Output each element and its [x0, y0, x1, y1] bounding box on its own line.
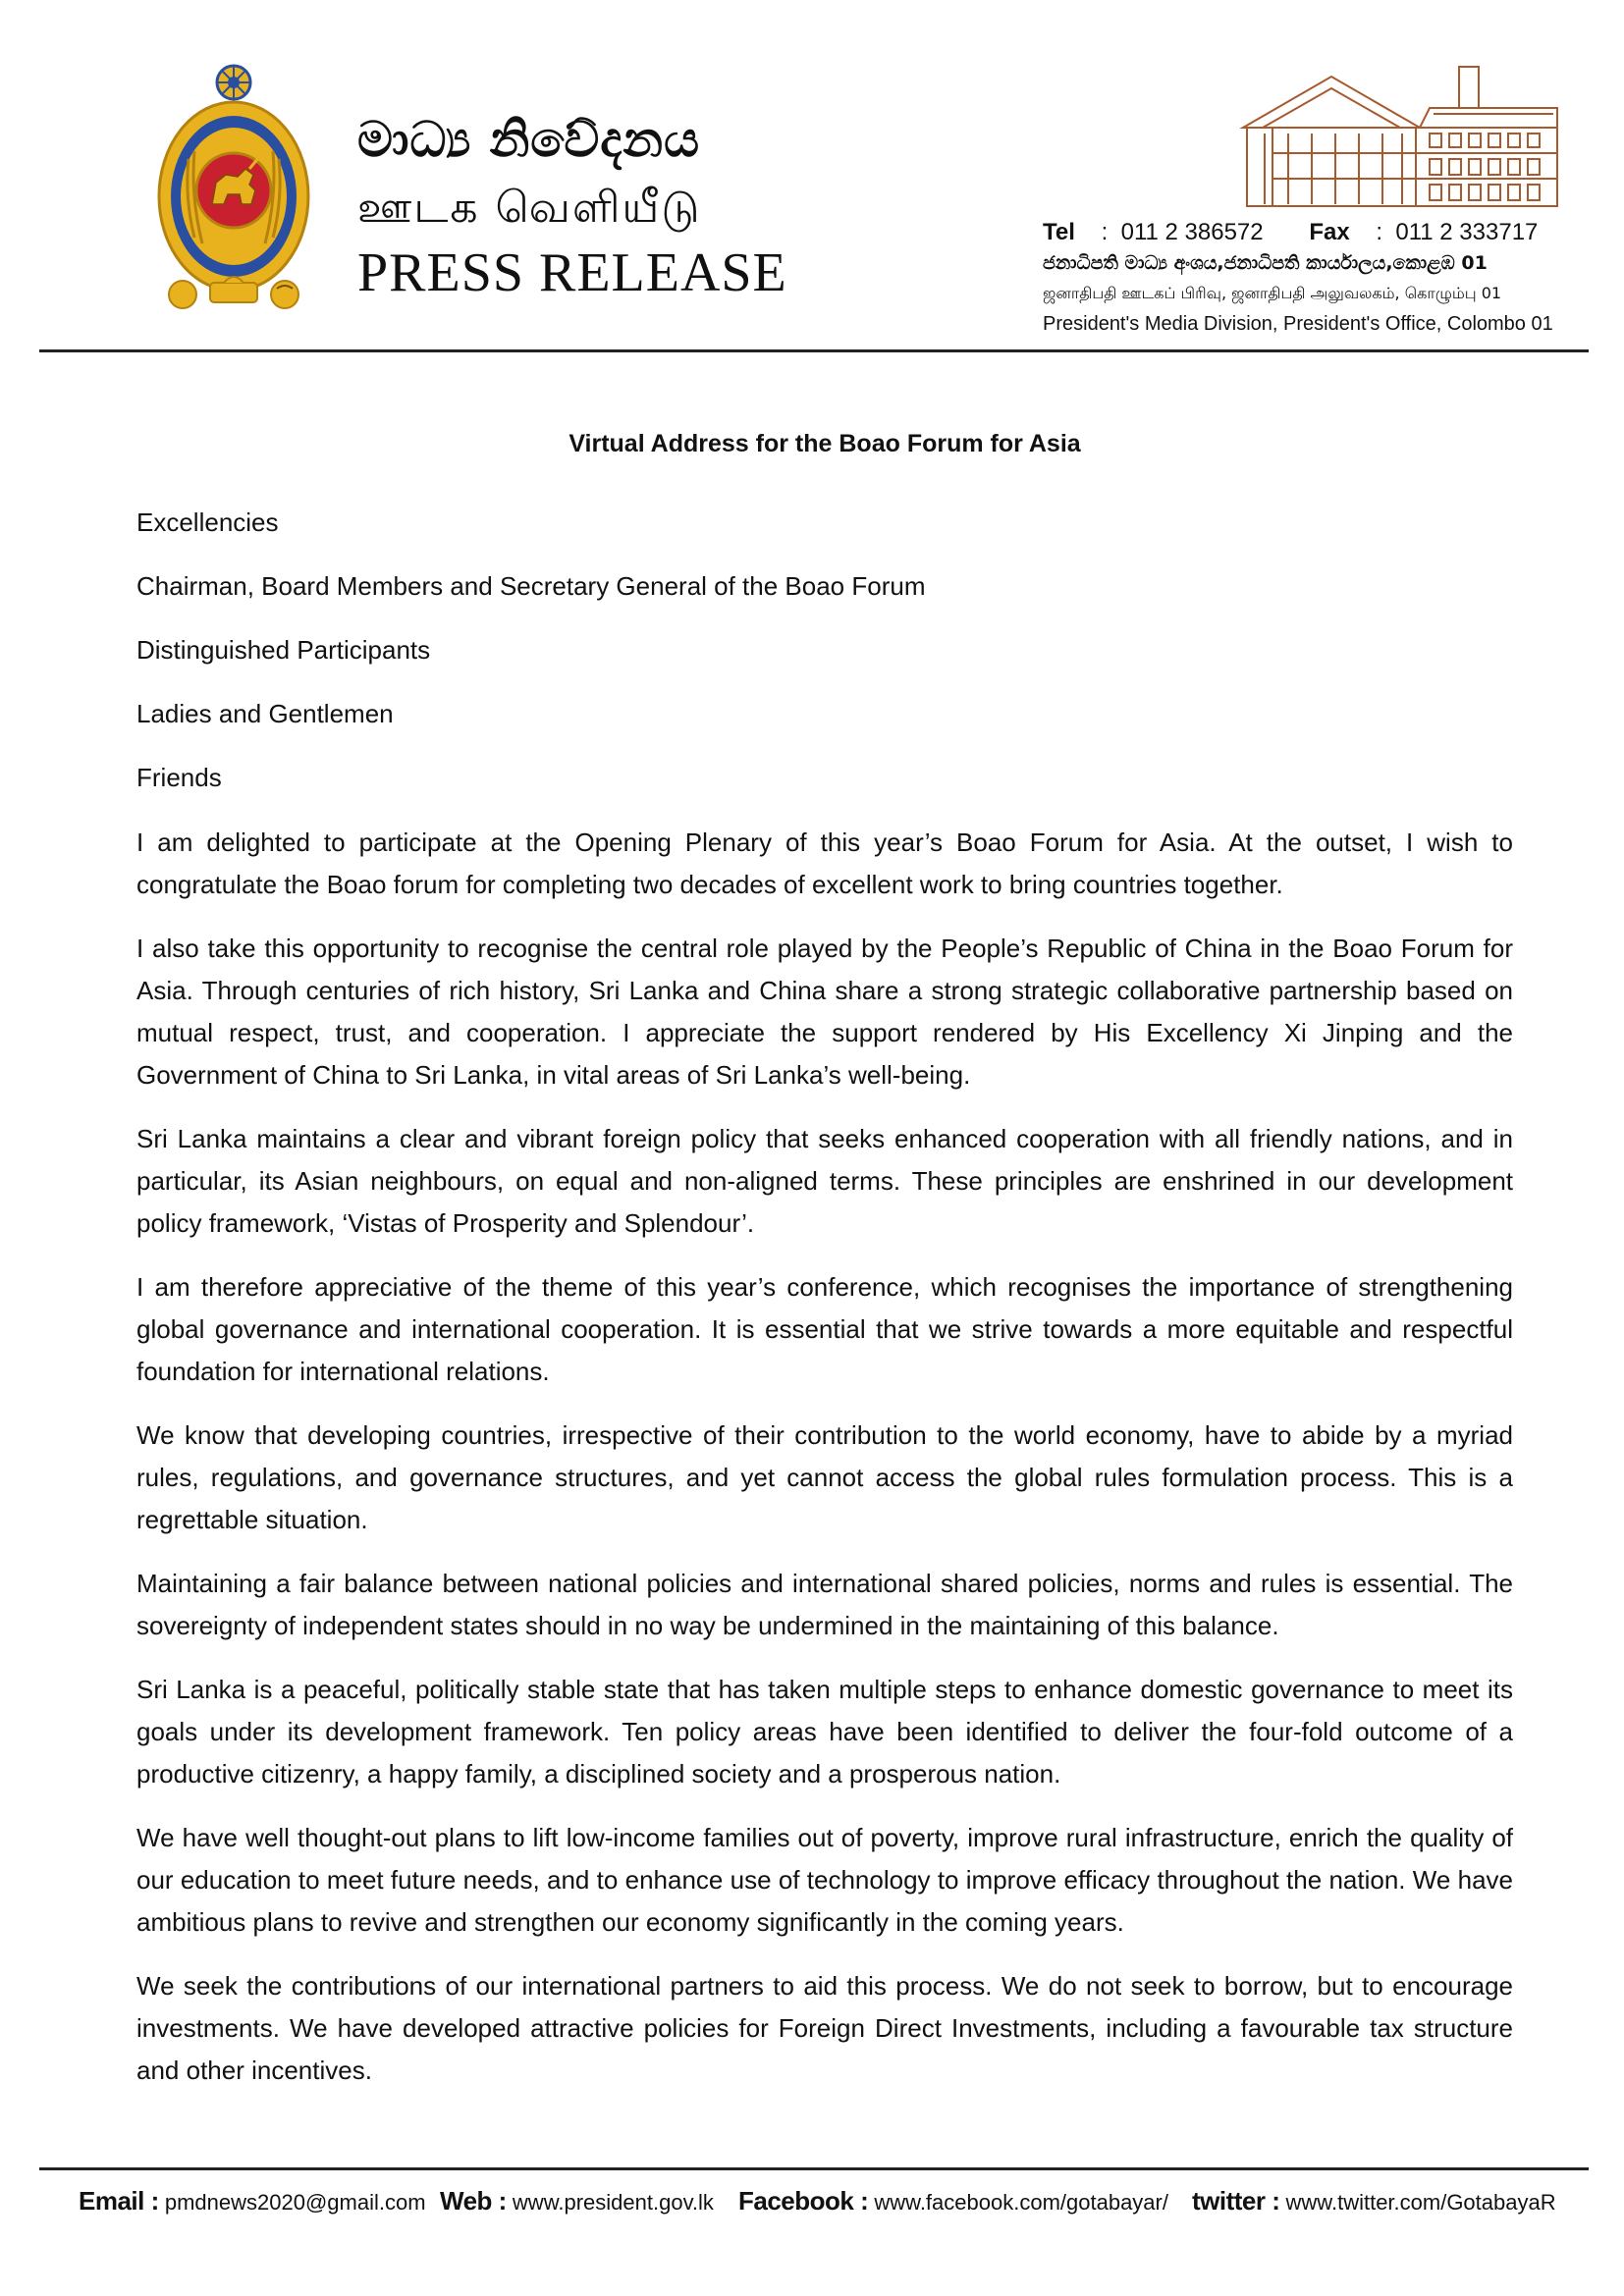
sri-lanka-emblem-icon: [155, 61, 312, 318]
press-release-body: [136, 424, 1513, 2113]
twitter-link[interactable]: www.twitter.com/GotabayaR: [1285, 2190, 1556, 2215]
tel-label: Tel: [1043, 219, 1075, 245]
facebook-label: Facebook :: [738, 2186, 869, 2216]
facebook-link[interactable]: www.facebook.com/gotabayar/: [874, 2190, 1168, 2215]
twitter-label: twitter :: [1192, 2186, 1280, 2216]
office-address-tamil: ஜனாதிபதி ஊடகப் பிரிவு, ஜனாதிபதி அலுவலகம், கொழும்பு 01: [1043, 284, 1502, 302]
email-label: Email :: [79, 2186, 159, 2216]
document-title: Virtual Address for the Boao Forum for Asia: [568, 430, 1081, 457]
salutation-line: Ladies and Gentlemen: [136, 699, 394, 728]
salutation-line: Distinguished Participants: [136, 635, 431, 665]
footer-twitter: [1192, 2183, 1556, 2220]
footer-email: [79, 2183, 426, 2220]
masthead-sinhala: මාධ්‍ය නිවේදනය: [357, 111, 701, 168]
contact-block: [1043, 218, 1593, 340]
salutation-line: Excellencies: [136, 507, 279, 537]
web-link[interactable]: www.president.gov.lk: [512, 2190, 714, 2215]
footer-facebook: [738, 2183, 1168, 2220]
masthead-english: PRESS RELEASE: [357, 242, 787, 303]
letterhead: [0, 0, 1624, 353]
office-address-english: President's Media Division, President's Office, Colombo 01: [1043, 313, 1553, 335]
masthead-tamil: ஊடக வெளியீடு: [357, 183, 702, 233]
salutation-line: Friends: [136, 763, 222, 792]
header-divider: [39, 349, 1589, 352]
tel-number: 011 2 386572: [1120, 219, 1264, 245]
body-paragraph: We have well thought-out plans to lift low-income families out of poverty, improve rural infrastructure, enrich the quality of our education to meet future needs, and to enhance use of technology to improve efficacy throughout the nation. We have ambitious plans to revive and strengthen our economy significantly in the coming years.: [136, 1823, 1513, 1937]
body-paragraph: Maintaining a fair balance between national policies and international shared policies, norms and rules is essential. The sovereignty of independent states should in no way be undermined in the maintaining of this balance.: [136, 1569, 1513, 1640]
email-link[interactable]: pmdnews2020@gmail.com: [164, 2190, 426, 2215]
footer-contacts: [79, 2183, 1571, 2222]
body-paragraph: Sri Lanka is a peaceful, politically stable state that has taken multiple steps to enhance domestic governance to meet its goals under its development framework. Ten policy areas have been identified to deliver the four-fold outcome of a productive citizenry, a happy family, a disciplined society and a prosperous nation.: [136, 1675, 1513, 1789]
body-paragraph: I am delighted to participate at the Opening Plenary of this year’s Boao Forum for Asia. At the outset, I wish to congratulate the Boao forum for completing two decades of excellent work to bring countries together.: [136, 828, 1513, 899]
body-paragraph: Sri Lanka maintains a clear and vibrant foreign policy that seeks enhanced cooperation with all friendly nations, and in particular, its Asian neighbours, on equal and non-aligned terms. These principles are enshrined in our development policy framework, ‘Vistas of Prosperity and Splendour’.: [136, 1124, 1513, 1238]
fax-label: Fax: [1309, 219, 1350, 245]
body-paragraph: We know that developing countries, irrespective of their contribution to the world economy, have to abide by a myriad rules, regulations, and governance structures, and yet cannot access the global rules formulation process. This is a regrettable situation.: [136, 1420, 1513, 1534]
body-paragraph: I am therefore appreciative of the theme of this year’s conference, which recognises the importance of strengthening global governance and international cooperation. It is essential that we strive towards a more equitable and respectful foundation for international relations.: [136, 1272, 1513, 1386]
contact-phone-line: Tel : 011 2 386572 Fax : 011 2 333717: [1043, 219, 1539, 245]
presidential-building-icon: [1233, 59, 1567, 208]
body-paragraph: We seek the contributions of our international partners to aid this process. We do not seek to borrow, but to encourage investments. We have developed attractive policies for Foreign Direct Investments, including a favourable tax structure and other incentives.: [136, 1971, 1513, 2085]
footer-divider: [39, 2167, 1589, 2170]
masthead: [357, 110, 787, 302]
office-address-sinhala: ජනාධිපති මාධ්‍ය අංශය,ජනාධිපති කාර්යාලය,කොළඹ 01: [1043, 252, 1488, 274]
fax-number: 011 2 333717: [1395, 219, 1539, 245]
body-paragraph: I also take this opportunity to recognise the central role played by the People’s Republic of China in the Boao Forum for Asia. Through centuries of rich history, Sri Lanka and China share a strong strategic collaborative partnership based on mutual respect, trust, and cooperation. I appreciate the support rendered by His Excellency Xi Jinping and the Government of China to Sri Lanka, in vital areas of Sri Lanka’s well-being.: [136, 934, 1513, 1090]
web-label: Web :: [440, 2186, 507, 2216]
footer-web: [440, 2183, 714, 2220]
salutation-line: Chairman, Board Members and Secretary General of the Boao Forum: [136, 571, 926, 601]
